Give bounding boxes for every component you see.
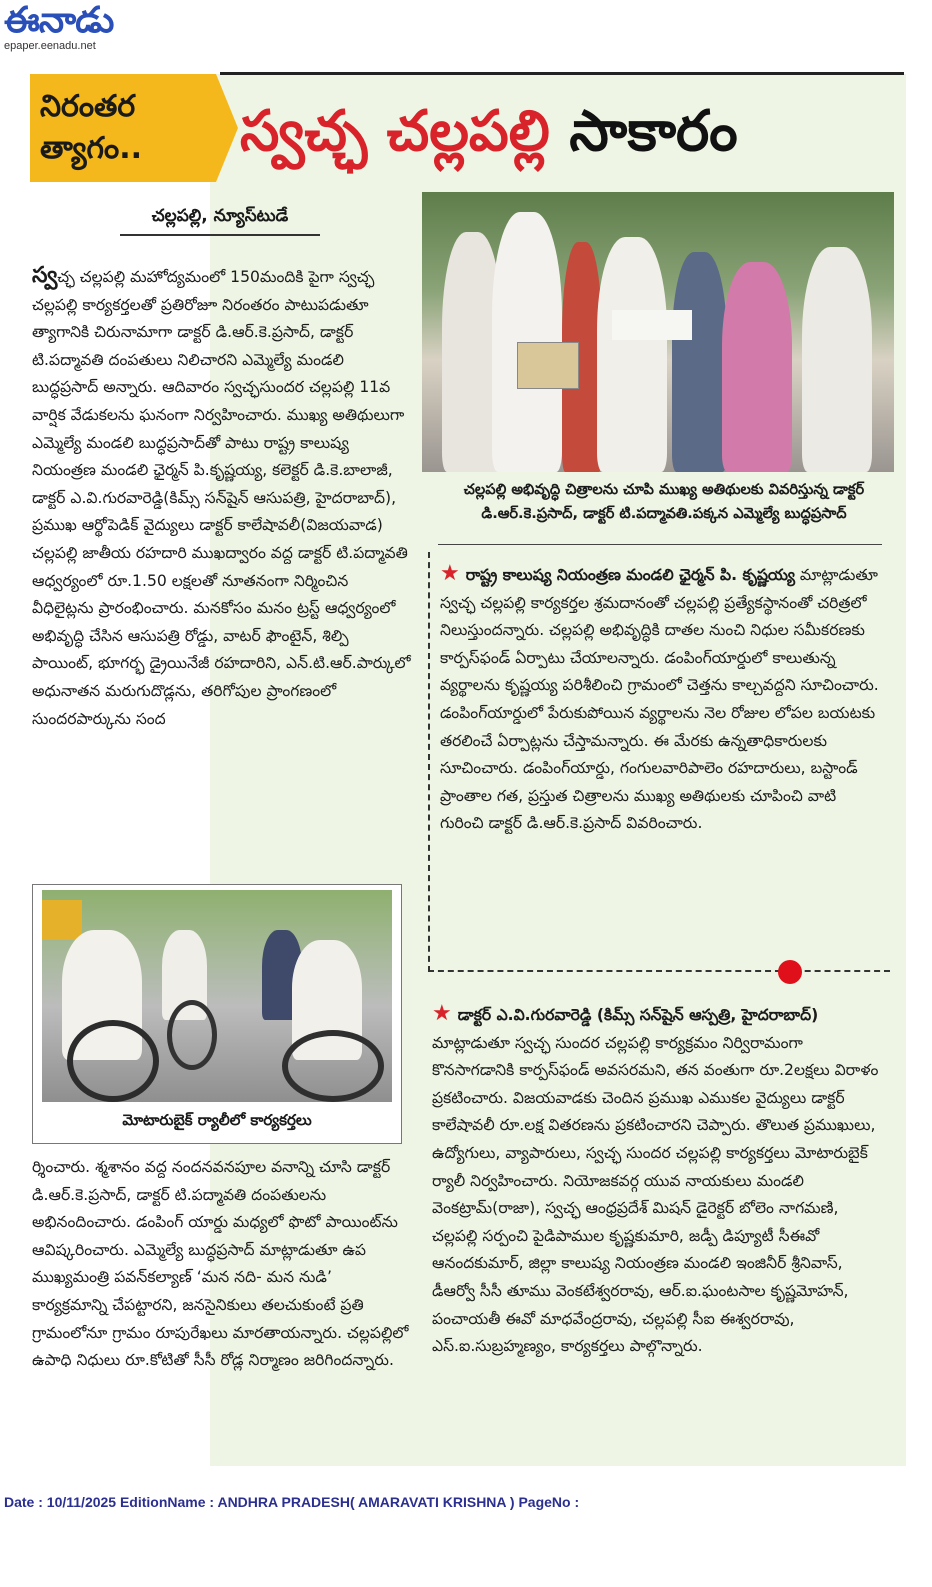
left-paragraph-2: ర్శించారు. శ్మశానం వద్ద నందనవనపూల వనాన్ని చూసి డాక్టర్ డి.ఆర్.కె.ప్రసాద్, డాక్టర్ టి.పద్మావతి దంపతులను అభినందించారు. డంపింగ్ యార్డు మధ్యలో ఫొటో పాయింట్‌ను ఆవిష్కరించారు. ఎమ్మెల్యే బుద్ధప్రసాద్ మాట్లాడుతూ ఉప ముఖ్యమంత్రి పవన్‌కల్యాణ్ ‘మన నది- మన నుడి’ కార్యక్రమాన్ని చేపట్టారని, జనసైనికులు తలచుకుంటే ప్రతి గ్రామంలోనూ గ్రామం రూపురేఖలు మారతాయన్నారు. చల్లపల్లిలో ఉపాధి నిధులు రూ.కోటితో సీసీ రోడ్ల నిర్మాణం జరిగిందన్నారు.: [32, 1158, 409, 1370]
left-paragraph-1: [32, 262, 412, 733]
caption-separator: [438, 544, 882, 545]
photo2-caption: మోటారుబైక్ ర్యాలీలో కార్యకర్తలు: [122, 1111, 312, 1129]
red-dot-marker: [778, 960, 802, 984]
star-icon: ★: [432, 1001, 452, 1026]
top-rule: [220, 72, 904, 75]
photo-motorbike-rally: [42, 890, 392, 1102]
right-paragraph-1-lead: రాష్ట్ర కాలుష్య నియంత్రణ మండలి ఛైర్మన్ పి. కృష్ణయ్య: [465, 566, 795, 584]
kicker-text: నిరంతర త్యాగం..: [40, 89, 143, 166]
dropcap: స్వ: [32, 263, 58, 288]
right-paragraph-2-text: మాట్లాడుతూ స్వచ్ఛ సుందర చల్లపల్లి కార్యక్రమం నిర్విరామంగా కొనసాగడానికి కార్పస్‌ఫండ్ అవసరమని, తన వంతుగా రూ.2లక్షలు విరాళం ప్రకటించారు. విజయవాడకు చెందిన ప్రముఖ ఎముకల వైద్యులు డాక్టర్ కాలేషావలీ రూ.లక్ష వితరణను ప్రకటించారని చెప్పారు. తొలుత ప్రముఖులు, ఉద్యోగులు, వ్యాపారులు, స్వచ్ఛ సుందర చల్లపల్లి కార్యకర్తలు మోటారుబైక్ ర్యాలీ నిర్వహించారు. నియోజకవర్గ యువ నాయకులు మండలి వెంకట్రామ్(రాజా), స్వచ్ఛ ఆంధ్రప్రదేశ్ మిషన్ డైరెక్టర్ బోలెం నాగమణి, చల్లపల్లి సర్పంచి పైడిపాముల కృష్ణకుమారి, జడ్పీ డిప్యూటీ సీఈవో ఆనందకుమార్, జిల్లా కాలుష్య నియంత్రణ మండలి ఇంజినీర్ శ్రీనివాస్, డీఆర్వో సీసీ తూము వెంకటేశ్వరరావు, ఆర్.ఐ.ఘంటసాల కృష్ణమోహన్, పంచాయతీ ఈవో మాధవేంద్రరావు, చల్లపల్లి సీఐ ఈశ్వరరావు, ఎస్.ఐ.సుబ్రహ్మణ్యం, కార్యకర్తలు పాల్గొన్నారు.: [432, 1033, 879, 1356]
left-paragraph-1-text: చ్ఛ చల్లపల్లి మహోద్యమంలో 150మందికి పైగా స్వచ్ఛ చల్లపల్లి కార్యకర్తలతో ప్రతిరోజూ నిరంతరం పాటుపడుతూ త్యాగానికి చిరునామాగా డాక్టర్ డి.ఆర్.కె.ప్రసాద్, డాక్టర్ టి.పద్మావతి దంపతులు నిలిచారని ఎమ్మెల్యే మండలి బుద్ధప్రసాద్ అన్నారు. ఆదివారం స్వచ్ఛసుందర చల్లపల్లి 11వ వార్షిక వేడుకలను ఘనంగా నిర్వహించారు. ముఖ్య అతిథులుగా ఎమ్మెల్యే మండలి బుద్ధప్రసాద్‌తో పాటు రాష్ట్ర కాలుష్య నియంత్రణ మండలి ఛైర్మన్ పి.కృష్ణయ్య, కలెక్టర్ డి.కె.బాలాజీ, డాక్టర్ ఎ.వి.గురవారెడ్డి(కిమ్స్ సన్‌షైన్ ఆసుపత్రి, హైదరాబాద్), ప్రముఖ ఆర్థోపెడిక్ వైద్యులు డాక్టర్ కాలేషావలీ(విజయవాడ) చల్లపల్లి జాతీయ రహదారి ముఖద్వారం వద్ద డాక్టర్ టి.పద్మావతి ఆధ్వర్యంలో రూ.1.50 లక్షలతో నూతనంగా నిర్మించిన వీధిలైట్లను ప్రారంభించారు. మనకోసం మనం ట్రస్ట్ ఆధ్వర్యంలో అభివృద్ధి చేసిన ఆసుపత్రి రోడ్డు, వాటర్ ఫౌంటైన్, శిల్పి పాయింట్, భూగర్భ డ్రైయినేజీ రహదారిని, ఎన్.టి.ఆర్.పార్కులో అధునాతన మరుగుదొడ్లను, తరిగోపుల ప్రాంగణంలో సుందరపార్కును సంద: [32, 268, 411, 728]
logo-text: ఈనాడు: [4, 0, 114, 41]
photo-officials-viewing-pictures: [422, 192, 894, 472]
dateline: చల్లపల్లి, న్యూస్‌టుడే: [120, 206, 320, 236]
kicker-arrow: [216, 74, 238, 182]
right-paragraph-1: [440, 560, 880, 838]
right-paragraph-2: [432, 1000, 882, 1361]
headline-black: సాకారం: [569, 99, 738, 164]
right-paragraph-1-text: మాట్లాడుతూ స్వచ్ఛ చల్లపల్లి కార్యకర్తల శ్రమదానంతో చల్లపల్లి ప్రత్యేకస్థానంతో చరిత్రలో నిలుస్తుందన్నారు. చల్లపల్లి అభివృద్ధికి దాతల నుంచి నిధుల సమీకరణకు కార్పస్‌ఫండ్ ఏర్పాటు చేయాలన్నారు. డంపింగ్‌యార్డులో కాలుతున్న వ్యర్థాలను కృష్ణయ్య పరిశీలించి గ్రామంలో చెత్తను కాల్చవద్దని సూచించారు. డంపింగ్‌యార్డులో పేరుకుపోయిన వ్యర్థాలను నెల రోజుల లోపల బయటకు తరలించే ఏర్పాట్లను చేస్తామన్నారు. ఈ మేరకు ఉన్నతాధికారులకు సూచించారు. డంపింగ్‌యార్డు, గంగులవారిపాలెం రహదారులు, బస్టాండ్ ప్రాంతాల గత, ప్రస్తుత చిత్రాలను ముఖ్య అతిథులకు చూపించి వాటి గురించి డాక్టర్ డి.ఆర్.కె.ప్రసాద్ వివరించారు.: [440, 566, 879, 833]
edition-footer: Date : 10/11/2025 EditionName : ANDHRA PRADESH( AMARAVATI KRISHNA ) PageNo :: [4, 1494, 580, 1510]
right-paragraph-2-lead: డాక్టర్ ఎ.వి.గురవారెడ్డి (కిమ్స్ సన్‌షైన్ ఆస్పత్రి, హైదరాబాద్): [457, 1006, 819, 1024]
photo1-caption: చల్లపల్లి అభివృద్ధి చిత్రాలను చూపి ముఖ్య అతిథులకు వివరిస్తున్న డాక్టర్ డి.ఆర్.కె.ప్రసాద్, డాక్టర్ టి.పద్మావతి.పక్కన ఎమ్మెల్యే బుద్ధప్రసాద్: [463, 481, 865, 522]
logo-subtitle: epaper.eenadu.net: [4, 40, 96, 52]
eenadu-logo[interactable]: [4, 2, 134, 52]
headline: [240, 92, 900, 178]
headline-red: స్వచ్ఛ చల్లపల్లి: [240, 99, 550, 164]
star-icon: ★: [440, 561, 460, 586]
